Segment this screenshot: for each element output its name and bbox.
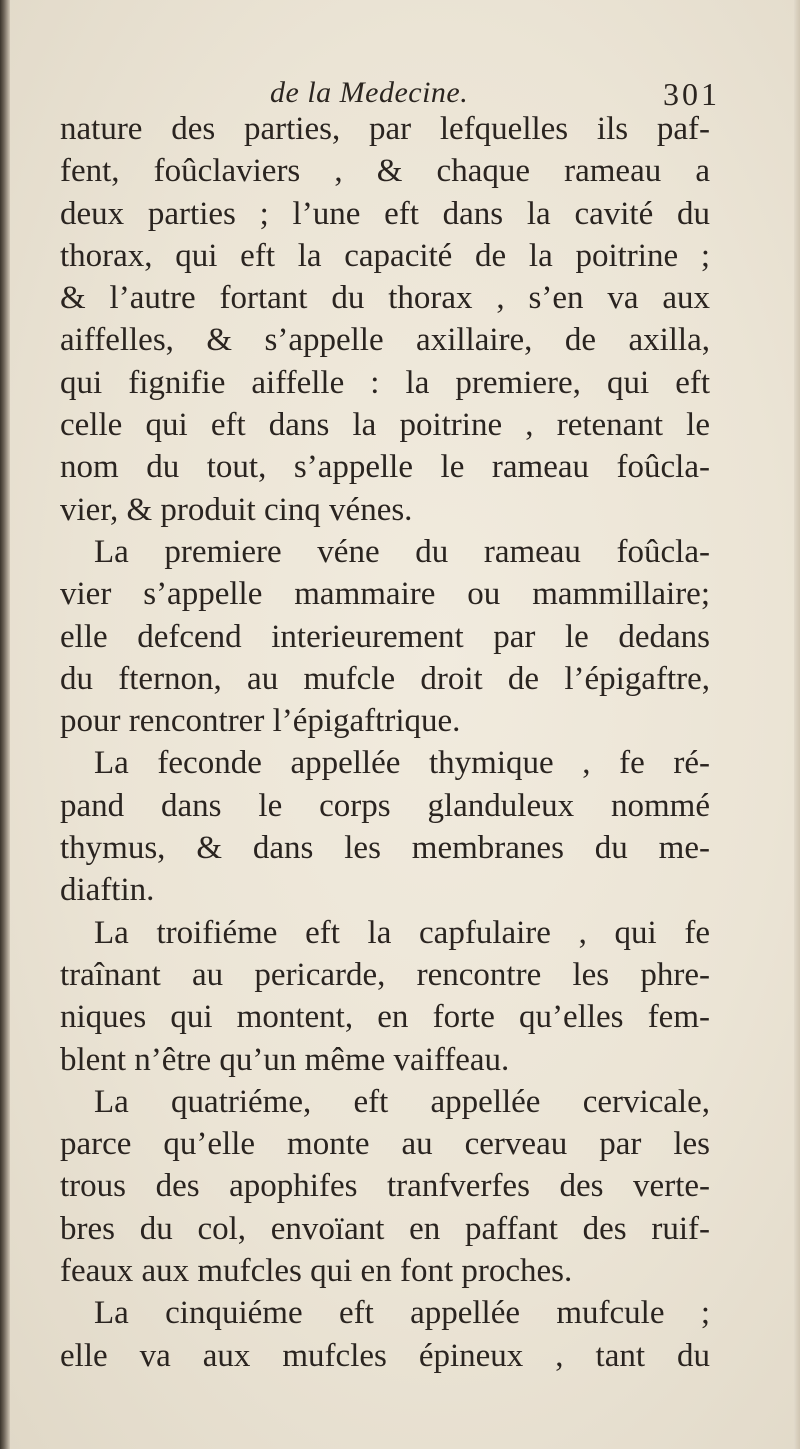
text-line: aiffelles, & s’appelle axillaire, de axilla, xyxy=(60,322,710,359)
text-line: La troifiéme eft la capfulaire , qui fe xyxy=(94,914,710,951)
text-line: du fternon, au mufcle droit de l’épigaftre, xyxy=(60,660,710,697)
text-line: La cinquiéme eft appellée mufcule ; xyxy=(94,1295,710,1332)
text-line: feaux aux mufcles qui en font proches. xyxy=(60,1253,573,1290)
text-line: vier, & produit cinq vénes. xyxy=(60,491,413,528)
text-line: pand dans le corps glanduleux nommé xyxy=(60,787,710,824)
text-line: La quatriéme, eft appellée cervicale, xyxy=(94,1083,710,1120)
text-line: elle defcend interieurement par le dedans xyxy=(60,618,710,655)
page-right-edge xyxy=(794,0,800,1449)
text-line: traînant au pericarde, rencontre les phre- xyxy=(60,956,710,993)
text-line: diaftin. xyxy=(60,872,155,909)
text-line: parce qu’elle monte au cerveau par les xyxy=(60,1126,710,1163)
text-line: nom du tout, s’appelle le rameau foûcla- xyxy=(60,449,710,486)
text-line: bres du col, envoïant en paffant des ruif- xyxy=(60,1210,710,1247)
page-number: 301 xyxy=(663,76,720,112)
text-line: La feconde appellée thymique , fe ré- xyxy=(94,745,710,782)
text-line: qui fignifie aiffelle : la premiere, qui eft xyxy=(60,364,710,401)
text-line: blent n’être qu’un même vaiffeau. xyxy=(60,1041,510,1078)
text-line: vier s’appelle mammaire ou mammillaire; xyxy=(60,576,710,613)
text-line: trous des apophifes tranfverfes des verte- xyxy=(60,1168,710,1205)
body-text xyxy=(60,108,710,1377)
page-gutter-shadow xyxy=(0,0,10,1449)
text-line: thymus, & dans les membranes du me- xyxy=(60,830,710,867)
text-line: niques qui montent, en forte qu’elles fem- xyxy=(60,999,710,1036)
text-line: La premiere véne du rameau foûcla- xyxy=(94,533,710,570)
text-line: deux parties ; l’une eft dans la cavité du xyxy=(60,195,710,232)
text-line: pour rencontrer l’épigaftrique. xyxy=(60,703,461,740)
text-line: celle qui eft dans la poitrine , retenant le xyxy=(60,407,710,444)
running-head: de la Medecine. xyxy=(270,76,469,109)
text-line: fent, foûclaviers , & chaque rameau a xyxy=(60,153,710,190)
text-line: thorax, qui eft la capacité de la poitrine ; xyxy=(60,237,710,274)
text-line: & l’autre fortant du thorax , s’en va aux xyxy=(60,280,710,317)
text-line: elle va aux mufcles épineux , tant du xyxy=(60,1337,710,1374)
text-line: nature des parties, par lefquelles ils paf- xyxy=(60,111,710,147)
